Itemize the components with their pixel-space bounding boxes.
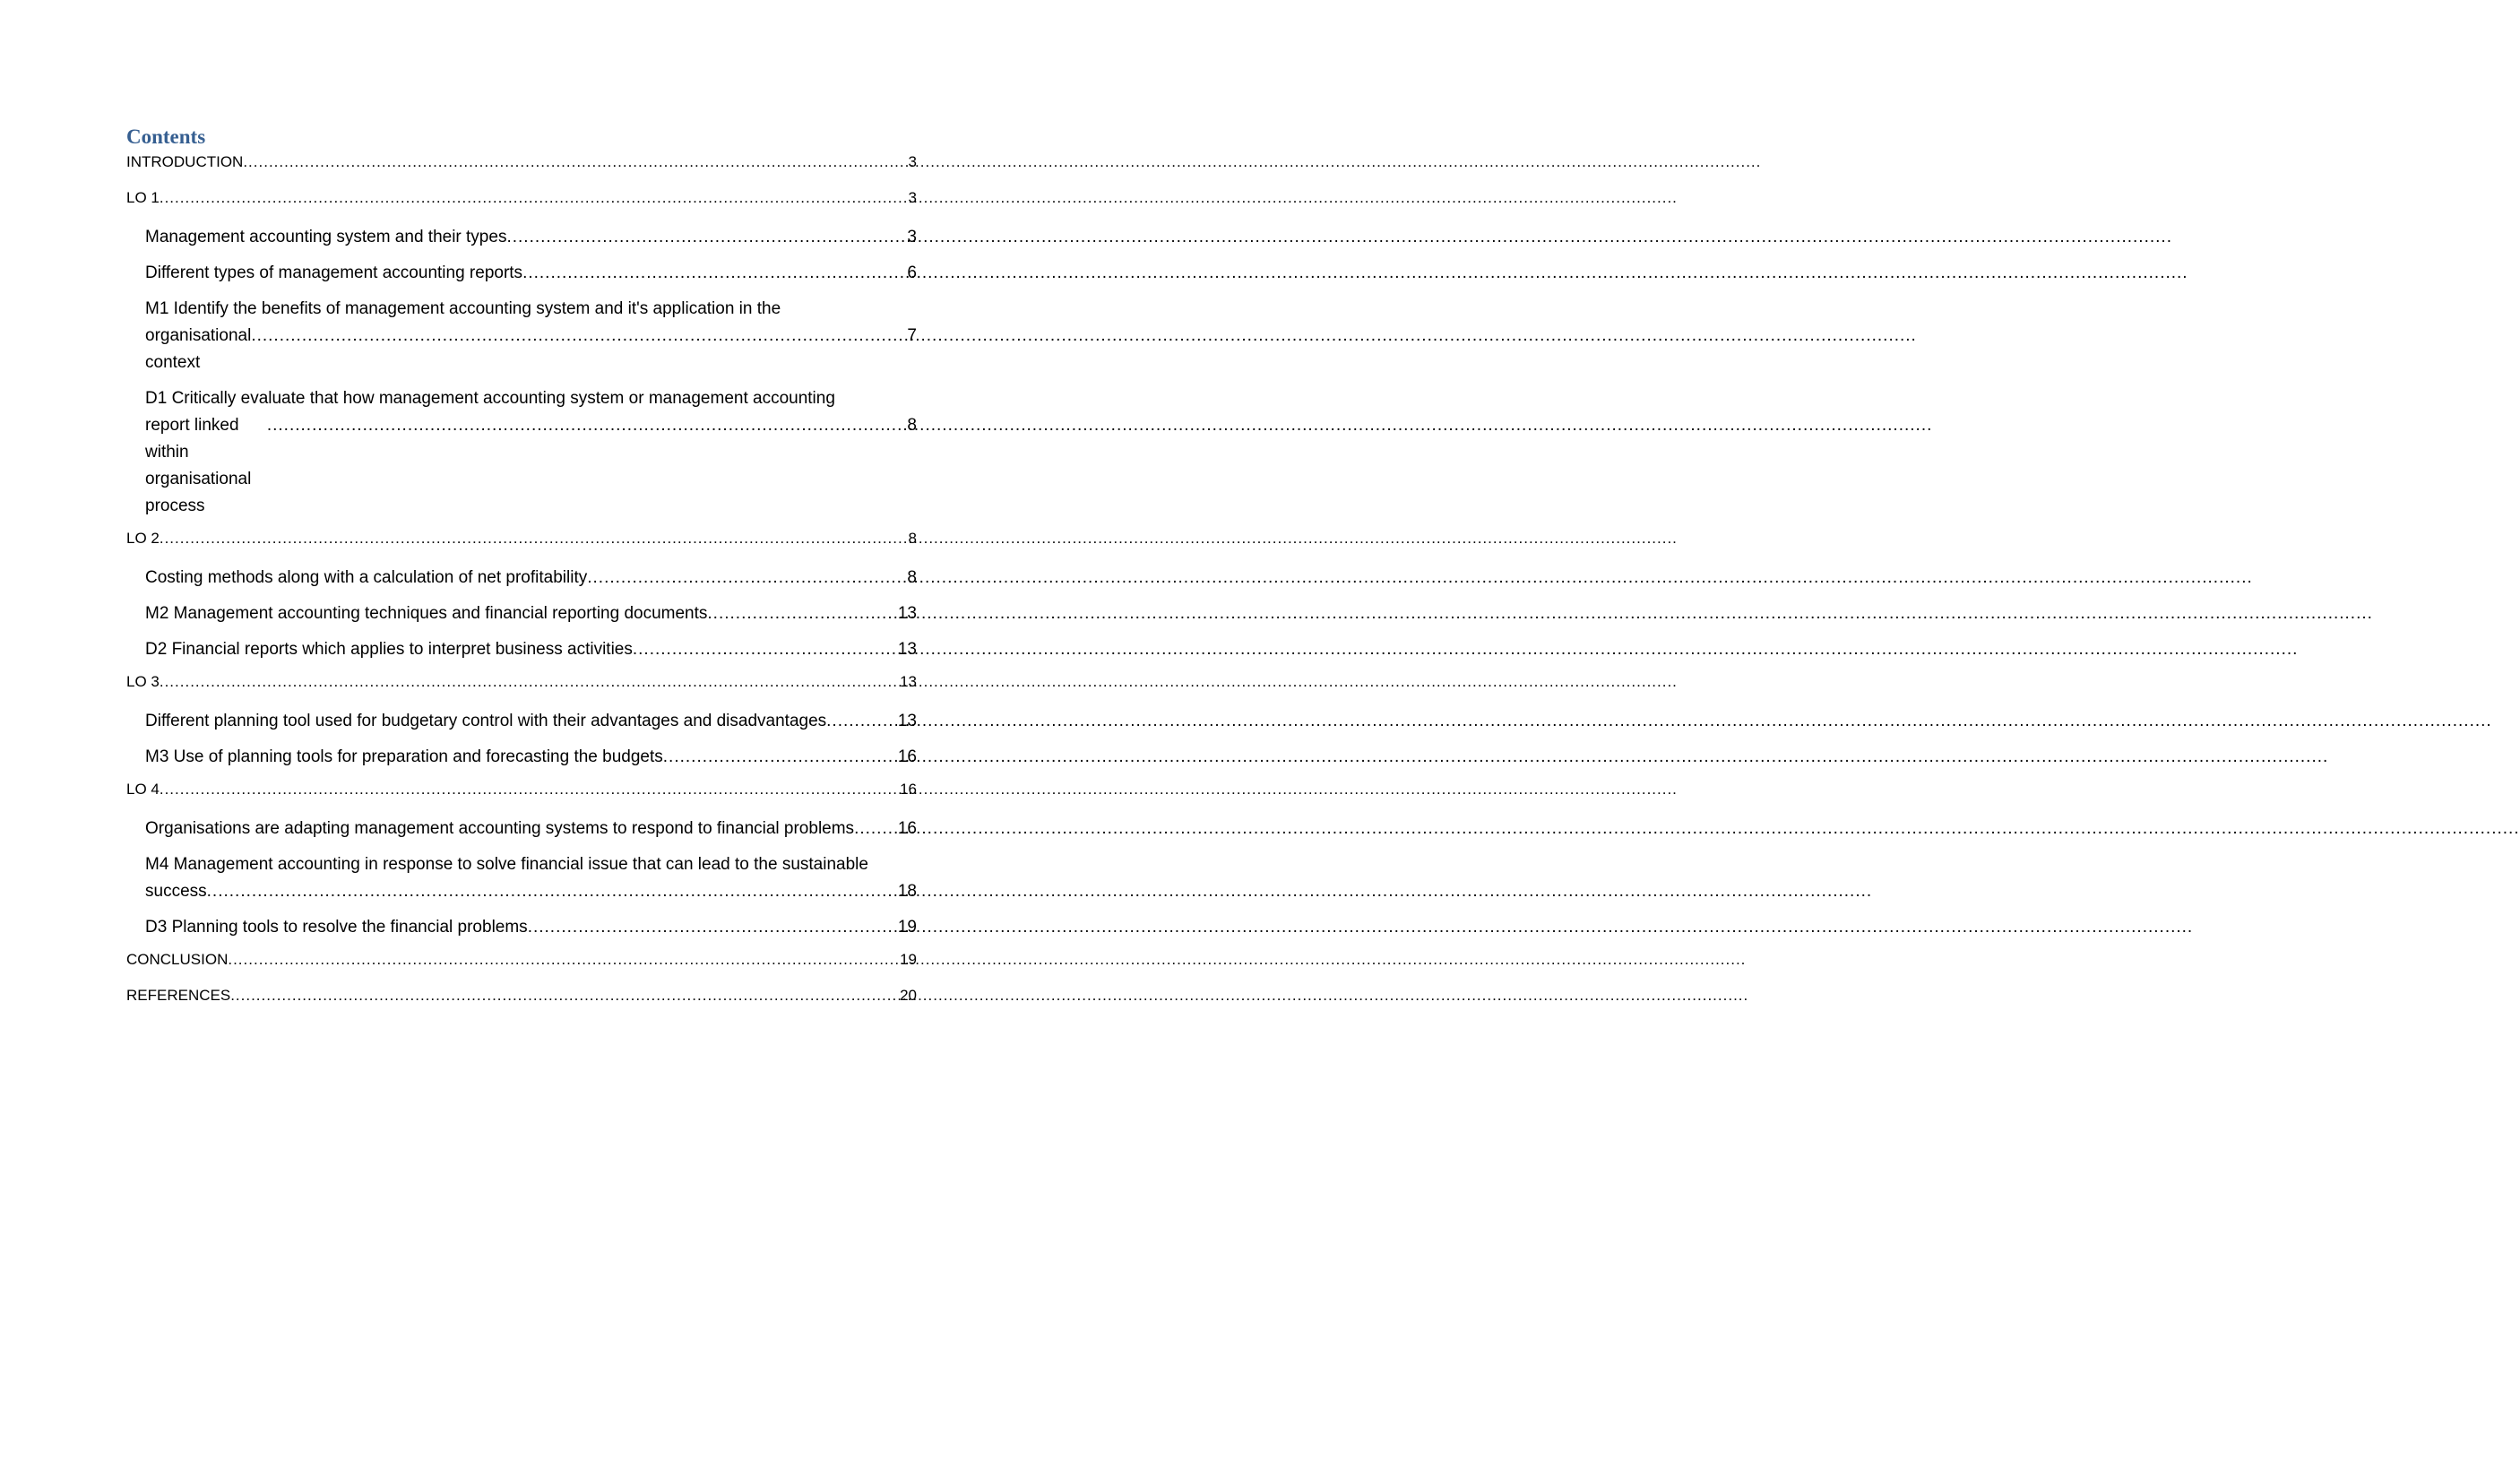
toc-entry-label: Management accounting system and their types — [145, 228, 507, 246]
toc-entry-organisations-adapting[interactable] — [126, 816, 917, 842]
toc-dot-leader — [854, 816, 897, 842]
toc-entry-lo4[interactable] — [126, 780, 917, 799]
toc-entry-label: LO 4 — [126, 781, 160, 798]
toc-page-number: 6 — [907, 263, 917, 282]
toc-page-number: 8 — [907, 416, 917, 435]
toc-entry-label-line1: M4 Management accounting in response to solve financial issue that can lead to the sustainable — [145, 855, 868, 874]
toc-dot-leader — [267, 412, 907, 439]
toc-dot-leader — [160, 672, 899, 692]
toc-page-number: 8 — [908, 530, 917, 547]
toc-dot-leader — [230, 986, 899, 1006]
toc-entry-d2[interactable] — [126, 636, 917, 663]
toc-page-number: 3 — [908, 189, 917, 206]
toc-page-number: 18 — [897, 882, 917, 901]
toc-entry-label-line1: M1 Identify the benefits of management accounting system and it's application in the — [145, 299, 781, 318]
toc-entry-m3[interactable] — [126, 744, 917, 771]
toc-entry-label: CONCLUSION — [126, 951, 229, 968]
toc-entry-label: REFERENCES — [126, 987, 231, 1004]
toc-dot-leader — [826, 708, 897, 735]
toc-dot-leader — [243, 152, 907, 172]
toc-entry-conclusion[interactable] — [126, 950, 917, 970]
toc-entry-management-accounting-reports[interactable] — [126, 260, 917, 287]
toc-entry-d3[interactable] — [126, 914, 917, 941]
table-of-contents — [126, 124, 917, 1022]
toc-dot-leader — [633, 636, 897, 663]
toc-entry-label: Different types of management accounting reports — [145, 263, 523, 282]
toc-page-number: 19 — [900, 951, 917, 968]
toc-page-number: 16 — [897, 747, 917, 766]
toc-page-number: 19 — [897, 918, 917, 937]
toc-dot-leader — [522, 260, 906, 287]
toc-page-number: 20 — [900, 987, 917, 1004]
toc-entry-label-line2: report linked within organisational process — [145, 416, 252, 515]
toc-dot-leader — [207, 878, 897, 905]
toc-page-number: 13 — [897, 604, 917, 623]
toc-dot-leader — [587, 565, 906, 592]
toc-dot-leader — [160, 780, 899, 799]
toc-page-number: 13 — [900, 673, 917, 690]
toc-dot-leader — [160, 529, 908, 548]
toc-entry-lo2[interactable] — [126, 529, 917, 548]
toc-page-number: 13 — [897, 712, 917, 730]
toc-entry-management-accounting-system[interactable] — [126, 224, 917, 251]
toc-entry-label: D2 Financial reports which applies to interpret business activities — [145, 640, 633, 659]
toc-page-number: 8 — [907, 568, 917, 587]
toc-entry-planning-tool[interactable] — [126, 708, 917, 735]
toc-page-number: 7 — [907, 326, 917, 345]
toc-entry-references[interactable] — [126, 986, 917, 1006]
toc-entry-label: LO 2 — [126, 530, 160, 547]
toc-entry-label: INTRODUCTION — [126, 153, 244, 170]
toc-entry-label-line1: D1 Critically evaluate that how management accounting system or management accounting — [145, 389, 835, 408]
toc-page-number: 13 — [897, 640, 917, 659]
toc-dot-leader — [506, 224, 906, 251]
toc-entry-label: Organisations are adapting management accounting systems to respond to financial problems — [145, 819, 855, 838]
toc-page-number: 3 — [907, 228, 917, 246]
toc-entry-m1[interactable] — [126, 296, 917, 376]
toc-entry-costing-methods[interactable] — [126, 565, 917, 592]
toc-title: Contents — [126, 125, 206, 148]
toc-page-number: 16 — [900, 781, 917, 798]
toc-entry-label-line2: organisational context — [145, 326, 252, 372]
toc-entry-lo1[interactable] — [126, 188, 917, 208]
toc-dot-leader — [663, 744, 897, 771]
toc-list — [126, 152, 917, 1006]
toc-entry-m4[interactable] — [126, 851, 917, 905]
toc-entry-m2[interactable] — [126, 600, 917, 627]
toc-dot-leader — [251, 323, 906, 350]
toc-page-number: 3 — [908, 153, 917, 170]
toc-entry-label-line2: success — [145, 882, 207, 901]
toc-entry-label: LO 1 — [126, 189, 160, 206]
toc-entry-lo3[interactable] — [126, 672, 917, 692]
toc-entry-label: Different planning tool used for budgetary control with their advantages and disadvantages — [145, 712, 827, 730]
toc-dot-leader — [528, 914, 897, 941]
toc-entry-label: D3 Planning tools to resolve the financial problems — [145, 918, 528, 937]
toc-entry-introduction[interactable] — [126, 152, 917, 172]
toc-entry-d1[interactable] — [126, 385, 917, 520]
toc-dot-leader — [707, 600, 896, 627]
toc-dot-leader — [160, 188, 908, 208]
toc-entry-label: Costing methods along with a calculation of net profitability — [145, 568, 588, 587]
toc-entry-label: M3 Use of planning tools for preparation and forecasting the budgets — [145, 747, 663, 766]
toc-entry-label: LO 3 — [126, 673, 160, 690]
toc-dot-leader — [228, 950, 899, 970]
toc-entry-label: M2 Management accounting techniques and financial reporting documents — [145, 604, 708, 623]
toc-page-number: 16 — [897, 819, 917, 838]
document-page — [0, 0, 1038, 1468]
